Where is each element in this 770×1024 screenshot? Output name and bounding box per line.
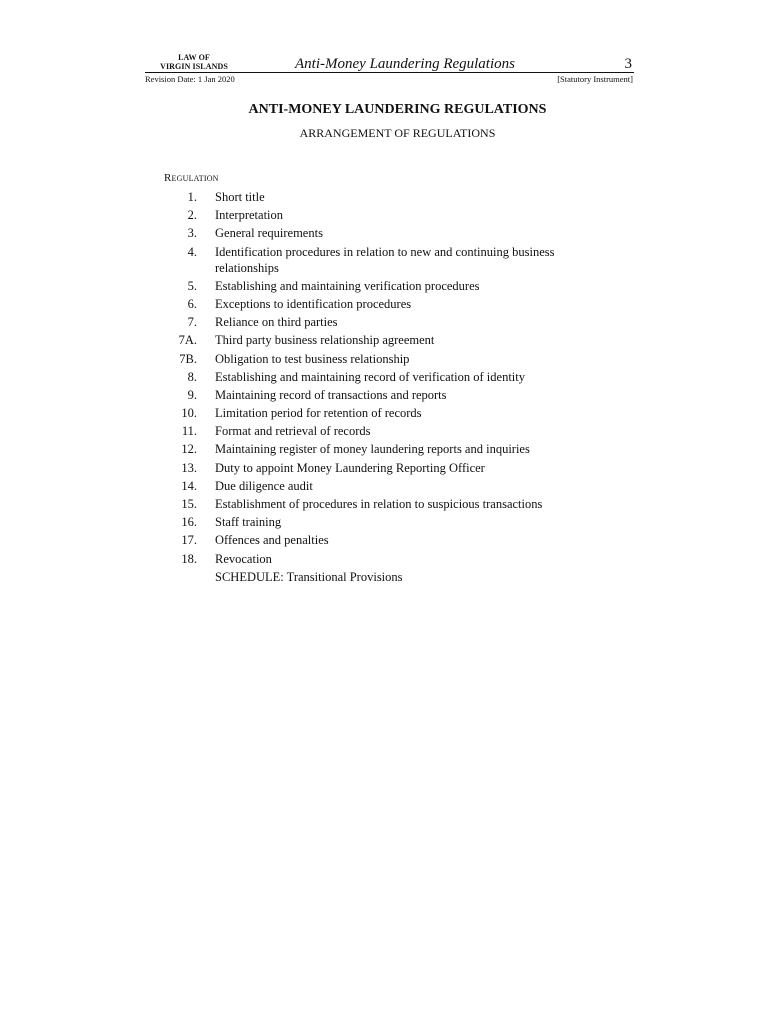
regulation-title: Establishing and maintaining record of verification of identity — [215, 369, 525, 384]
document-title: ANTI-MONEY LAUNDERING REGULATIONS — [248, 102, 547, 117]
regulation-item — [150, 189, 650, 205]
header-law-of: LAW OF — [178, 53, 210, 62]
regulation-number: 5. — [187, 278, 197, 293]
regulation-item — [150, 478, 650, 494]
regulation-item — [150, 551, 650, 567]
regulation-title: Reliance on third parties — [215, 315, 338, 330]
regulation-number: 8. — [187, 369, 197, 384]
regulation-number: 12. — [181, 442, 197, 457]
regulation-item — [150, 441, 650, 457]
regulation-title: Establishing and maintaining verification procedures — [215, 278, 480, 293]
regulation-title: Format and retrieval of records — [215, 424, 371, 439]
regulation-title: Obligation to test business relationship — [215, 351, 410, 366]
regulation-item — [150, 369, 650, 385]
regulation-number: 1. — [187, 190, 197, 204]
regulation-item — [150, 405, 650, 421]
regulation-title: Staff training — [215, 515, 282, 530]
header-running-title: Anti-Money Laundering Regulations — [295, 56, 515, 72]
header-instrument-type: [Statutory Instrument] — [557, 74, 633, 84]
regulation-title: Due diligence audit — [215, 478, 313, 493]
regulation-title: Maintaining register of money laundering reports and inquiries — [215, 442, 530, 457]
regulation-title: Interpretation — [215, 208, 284, 223]
regulation-number: 4. — [187, 244, 197, 259]
regulation-item — [150, 225, 650, 241]
regulation-item — [150, 387, 650, 403]
regulation-number: 18. — [181, 551, 197, 566]
regulation-number: 17. — [181, 533, 197, 548]
regulation-title: Duty to appoint Money Laundering Reporting Officer — [215, 460, 485, 475]
document-subtitle: ARRANGEMENT OF REGULATIONS — [299, 126, 496, 140]
regulation-number: 14. — [181, 478, 197, 493]
regulation-item — [150, 314, 650, 330]
regulation-number: 10. — [181, 406, 197, 421]
regulation-title: Exceptions to identification procedures — [215, 296, 412, 311]
schedule-item — [150, 569, 650, 585]
regulation-title: Maintaining record of transactions and reports — [215, 387, 447, 402]
regulation-title: Identification procedures in relation to new and continuing business relationships — [215, 244, 555, 275]
regulation-item — [150, 296, 650, 312]
regulation-number: 2. — [187, 208, 197, 223]
regulation-item — [150, 423, 650, 439]
regulation-item — [150, 332, 650, 348]
regulation-title: General requirements — [215, 226, 323, 241]
regulation-item — [150, 244, 650, 276]
regulation-number: 3. — [187, 226, 197, 241]
header-jurisdiction-block — [150, 53, 238, 71]
regulation-title: Limitation period for retention of records — [215, 406, 422, 421]
regulation-item — [150, 207, 650, 223]
header-jurisdiction: VIRGIN ISLANDS — [160, 62, 228, 71]
regulation-title: Third party business relationship agreement — [215, 333, 435, 348]
header-rule — [145, 72, 634, 73]
regulation-number: 7A. — [178, 333, 197, 348]
regulation-title: Revocation — [215, 551, 272, 566]
regulation-heading: Regulation — [164, 172, 219, 184]
regulation-item — [150, 460, 650, 476]
regulation-title: Offences and penalties — [215, 533, 329, 548]
regulation-item — [150, 532, 650, 548]
regulation-item — [150, 514, 650, 530]
regulation-number: 9. — [187, 387, 197, 402]
regulation-item — [150, 351, 650, 367]
regulation-item — [150, 278, 650, 294]
regulation-number: 15. — [181, 497, 197, 511]
regulation-number: 11. — [181, 424, 197, 439]
regulation-title: Establishment of procedures in relation to suspicious transactions — [215, 497, 543, 511]
regulation-list — [150, 189, 650, 587]
regulation-item — [150, 496, 650, 512]
header-page-number: 3 — [624, 56, 632, 72]
header-revision-date: Revision Date: 1 Jan 2020 — [145, 74, 235, 84]
regulation-title: Short title — [215, 190, 265, 204]
schedule-title: SCHEDULE: Transitional Provisions — [215, 569, 403, 584]
regulation-number: 7. — [187, 315, 197, 330]
regulation-number: 13. — [181, 460, 197, 475]
regulation-number: 7B. — [179, 351, 197, 366]
regulation-number: 16. — [181, 515, 197, 530]
regulation-number: 6. — [187, 296, 197, 311]
